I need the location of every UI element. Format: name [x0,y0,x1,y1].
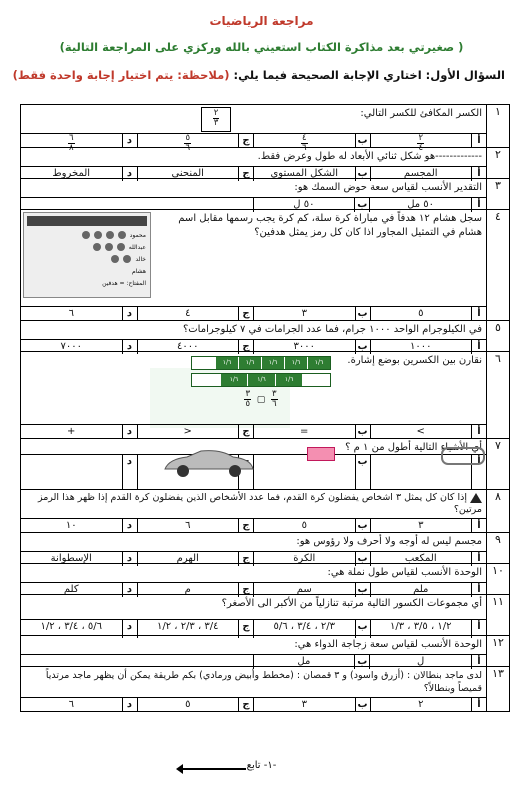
question-row [21,438,509,489]
question-body [21,439,486,489]
options-row [21,424,486,439]
option-c[interactable]: ج ٥ [137,698,254,712]
question-number: ٨ [486,490,509,532]
option-c[interactable]: ج ٣/٤ ، ٢/٣ ، ١/٢ [137,620,254,638]
option-a[interactable]: أ $\frac{٢}{٤}$ [370,134,487,148]
option-c[interactable]: ج ٤ [137,307,254,321]
question-body [21,148,486,178]
fraction-bars-image [191,356,331,409]
option-a[interactable]: أ المجسم [370,167,487,181]
question-number: ١١ [486,595,509,635]
section-note: (ملاحظة: يتم اختيار إجابة واحدة فقط) [12,68,230,82]
question-stem: إذا كان كل يمثل ٣ اشخاص يفضلون كرة القدم، فما عدد الأشخاص الذين يفضلون كرة القدم إذا ظهر هذا الرمز مرتين؟ [37,492,482,515]
option-d[interactable]: د + [21,425,137,439]
question-body [21,179,486,209]
question-body [21,210,486,320]
fraction-bar-top: ١/٦ ١/٦ ١/٦ ١/٦ ١/٦ [191,356,331,370]
question-stem: الكسر المكافئ للكسر التالي: [360,108,482,119]
option-d[interactable]: د كلم [21,583,137,597]
question-row [21,666,509,711]
questions-table [20,104,510,712]
question-body [21,667,486,711]
section-heading [13,68,505,82]
option-d[interactable]: د ٥/٦ ، ٣/٤ ، ١/٢ [21,620,137,638]
fraction-bar-bottom: ١/٦ ١/٦ ١/٦ [191,373,331,387]
option-c[interactable]: ج م [137,583,254,597]
eraser-icon [307,447,335,461]
question-stem: التقدير الأنسب لقياس سعة حوض السمك هو: [294,182,482,193]
question-body [21,533,486,563]
pictograph-image: محمود عبدالله خالد هشام المفتاح: = هدفين [23,212,151,298]
options-row [21,518,486,533]
option-d[interactable]: د الإسطوانة [21,552,137,566]
option-a[interactable]: أ ١٠٠٠ [370,340,487,354]
page-title: مراجعة الرياضيات [209,14,314,28]
question-number: ١٠ [486,564,509,594]
option-d[interactable]: د ٦ [21,698,137,712]
option-c[interactable]: ج الهرم [137,552,254,566]
paperclip-icon [441,447,485,465]
option-b[interactable]: ب $\frac{٤}{٦}$ [253,134,370,148]
question-stem: مجسم ليس له أوجه ولا أحرف ولا رؤوس هو: [296,536,482,547]
options-row [21,306,486,321]
question-row [21,351,509,438]
option-a[interactable]: أ ل [369,655,486,669]
option-a[interactable]: أ ٢ [370,698,487,712]
option-b[interactable]: ب الكرة [253,552,370,566]
question-body [21,564,486,594]
question-row [21,635,509,666]
option-d[interactable]: د $\frac{٦}{٨}$ [21,134,137,148]
option-b[interactable]: ب مل [253,655,370,669]
question-row [21,105,509,153]
option-a[interactable]: أ ٥ [370,307,487,321]
option-b[interactable]: ب ٥٠ ل [253,198,370,212]
option-b[interactable]: ب [253,455,370,489]
option-a[interactable]: أ ملم [370,583,487,597]
option-d[interactable]: د [21,455,137,489]
option-b[interactable]: ب = [253,425,370,439]
question-stem: أي مجموعات الكسور التالية مرتبة تنازلياً من الأكبر الى الأصغر؟ [221,598,482,609]
question-body [21,321,486,351]
option-a[interactable]: أ ٣ [370,519,487,533]
question-body [21,352,486,438]
question-row [21,532,509,563]
option-a[interactable]: أ المكعب [370,552,487,566]
option-c[interactable]: ج ٦ [137,519,254,533]
option-c[interactable]: ج < [137,425,254,439]
option-a[interactable]: أ [370,455,487,489]
question-number: ٢ [486,148,509,178]
option-d[interactable]: د المخروط [21,167,137,181]
question-number: ١٢ [486,636,509,666]
option-b[interactable]: ب ٥ [253,519,370,533]
option-b[interactable]: ب سم [253,583,370,597]
option-d[interactable]: د ١٠ [21,519,137,533]
options-row [21,697,486,712]
pictograph-header [27,216,147,226]
question-stem: أي الأشياء التالية أطول من ١ م ؟ [345,442,482,453]
option-a[interactable]: أ ٥٠ مل [369,198,486,212]
question-row [21,147,509,178]
next-arrow-icon [182,768,246,770]
option-d[interactable]: د ٧٠٠٠ [21,340,137,354]
question-row [21,320,509,351]
page-footer: -١- تابع [246,760,277,771]
question-row [21,594,509,635]
option-b[interactable]: ب ٣ [253,307,370,321]
question-row [21,209,509,320]
question-body [21,636,486,666]
question-stem: الوحدة الأنسب لقياس طول نملة هي: [327,567,482,578]
question-number: ٧ [486,439,509,489]
question-body [21,595,486,635]
question-stem: في الكيلوجرام الواحد ١٠٠٠ جرام، فما عدد الجرامات في ٧ كيلوجرامات؟ [182,324,482,335]
car-icon [161,445,257,479]
question-stem: لدى ماجد بنطالان : (أزرق واسود) و ٣ قمصان : (مخطط وأبيض ورمادي) بكم طريقة يمكن أن يظهر ماجد مرتدياً قميصاً وبنطالاً؟ [45,670,482,694]
compare-fractions: $\frac{٣}{٥}$ ▢ $\frac{٣}{٦}$ [245,389,277,409]
question-row [21,563,509,594]
option-c[interactable]: ج المنحنى [137,167,254,181]
question-stem: سجل هشام ١٢ هدفاً في مباراة كرة سلة، كم كرة يجب رسمها مقابل اسم هشام في التمثيل المجاور اذا كان كل رمز يمثل هدفين؟ [178,213,482,238]
options-row [21,133,486,153]
question-number: ٤ [486,210,509,320]
question-number: ١٣ [486,667,509,711]
option-c[interactable]: ج ٤٠٠٠ [137,340,254,354]
section-heading-text: السؤال الأول: اختاري الإجابة الصحيحة فيما يلي: [233,68,505,82]
question-body [21,490,486,532]
triangle-symbol-icon [470,493,482,503]
question-number: ٣ [486,179,509,209]
question-number: ٩ [486,533,509,563]
question-number: ١ [486,105,509,147]
question-stem: الوحدة الأنسب لقياس سعة زجاجة الدواء هي: [294,639,482,650]
question-row [21,178,509,209]
option-b[interactable]: ب الشكل المستوي [253,167,370,181]
page-subtitle: ( صغيرتي بعد مذاكرة الكتاب استعيني بالله وركزي على المراجعة التالية) [59,40,464,54]
option-a[interactable]: أ > [370,425,487,439]
question-number: ٥ [486,321,509,351]
option-a[interactable]: أ ١/٢ ، ٣/٥ ، ١/٣ [370,620,487,638]
question-row [21,489,509,532]
question-stem: نقارن بين الكسرين بوضع إشارة. [347,355,482,366]
option-d[interactable]: د ٦ [21,307,137,321]
given-fraction: $\frac{٢}{٣}$ [201,107,231,132]
question-body [21,105,486,153]
option-b[interactable]: ب ٣٠٠٠ [253,340,370,354]
option-b[interactable]: ب ٣ [253,698,370,712]
option-b[interactable]: ب ٢/٣ ، ٣/٤ ، ٥/٦ [253,620,370,638]
option-c[interactable]: ج $\frac{٥}{٦}$ [137,134,254,148]
question-number: ٦ [486,352,509,438]
question-stem: -------------هو شكل ثنائي الأبعاد له طول وعرض فقط. [257,151,482,162]
